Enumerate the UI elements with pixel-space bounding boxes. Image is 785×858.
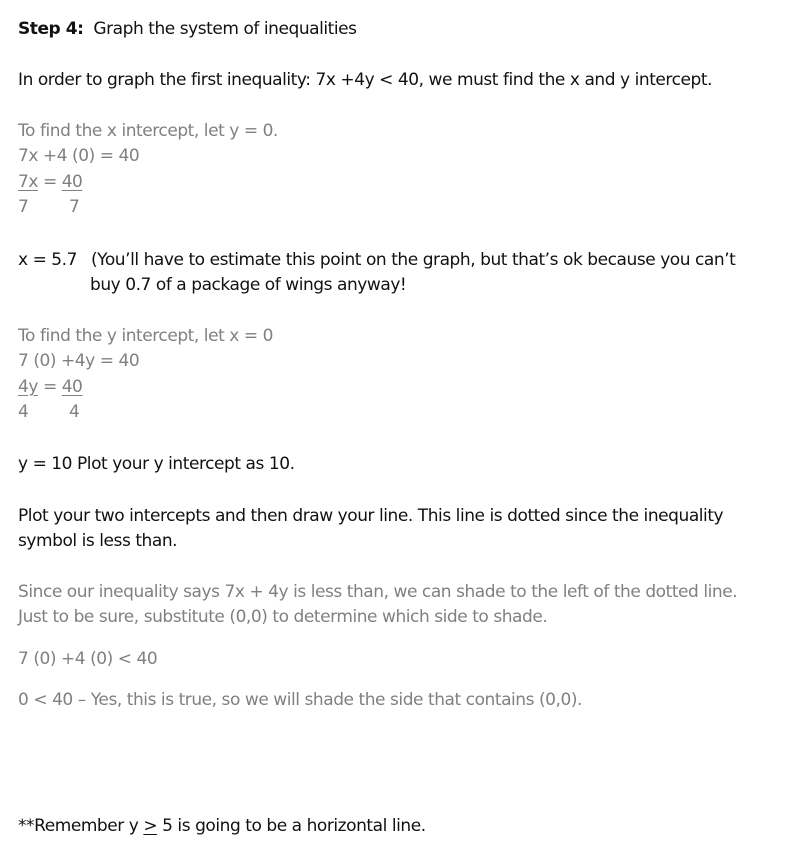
remember-suffix: 5 is going to be a horizontal line. — [157, 816, 426, 836]
y-numerator-left: 4y — [18, 377, 38, 397]
y-equals-sign: = — [37, 377, 62, 397]
x-intercept-numerators — [18, 171, 82, 193]
x-numerator-right: 40 — [61, 172, 83, 192]
x-intercept-equation: 7x +4 (0) = 40 — [18, 146, 140, 166]
remember-note — [18, 815, 426, 837]
x-denominator-right: 7 — [69, 197, 80, 217]
y-intercept-result: y = 10 Plot your y intercept as 10. — [18, 454, 295, 474]
x-numerator-left: 7x — [18, 172, 38, 192]
step-title: Graph the system of inequalities — [93, 19, 357, 39]
step-label: Step 4: — [18, 19, 84, 39]
x-equals-sign: = — [37, 172, 62, 192]
y-intercept-heading: To find the y intercept, let x = 0 — [18, 326, 273, 346]
greater-equal-symbol: > — [143, 816, 158, 836]
intro-text: In order to graph the first inequality: 7x +4y < 40, we must find the x and y intercept. — [18, 70, 713, 90]
y-denominator-left: 4 — [18, 402, 29, 422]
x-denominator-left: 7 — [18, 197, 29, 217]
plot-text-line1: Plot your two intercepts and then draw your line. This line is dotted since the inequality — [18, 506, 724, 526]
y-intercept-equation: 7 (0) +4y = 40 — [18, 351, 140, 371]
step-heading — [18, 18, 357, 40]
x-intercept-heading: To find the x intercept, let y = 0. — [18, 121, 278, 141]
x-intercept-note-line1: (You’ll have to estimate this point on the graph, but that’s ok because you can’t — [91, 250, 736, 270]
x-intercept-result: x = 5.7 — [18, 250, 77, 270]
plot-text-line2: symbol is less than. — [18, 531, 178, 551]
shade-text-line1: Since our inequality says 7x + 4y is less than, we can shade to the left of the dotted line. — [18, 582, 738, 602]
shade-test-equation: 7 (0) +4 (0) < 40 — [18, 649, 158, 669]
remember-prefix: **Remember y — [18, 816, 144, 836]
y-denominator-right: 4 — [69, 402, 80, 422]
y-numerator-right: 40 — [61, 377, 83, 397]
x-intercept-note-line2: buy 0.7 of a package of wings anyway! — [90, 275, 407, 295]
shade-conclusion: 0 < 40 – Yes, this is true, so we will shade the side that contains (0,0). — [18, 690, 582, 710]
shade-text-line2: Just to be sure, substitute (0,0) to determine which side to shade. — [18, 607, 548, 627]
y-intercept-numerators — [18, 376, 82, 398]
